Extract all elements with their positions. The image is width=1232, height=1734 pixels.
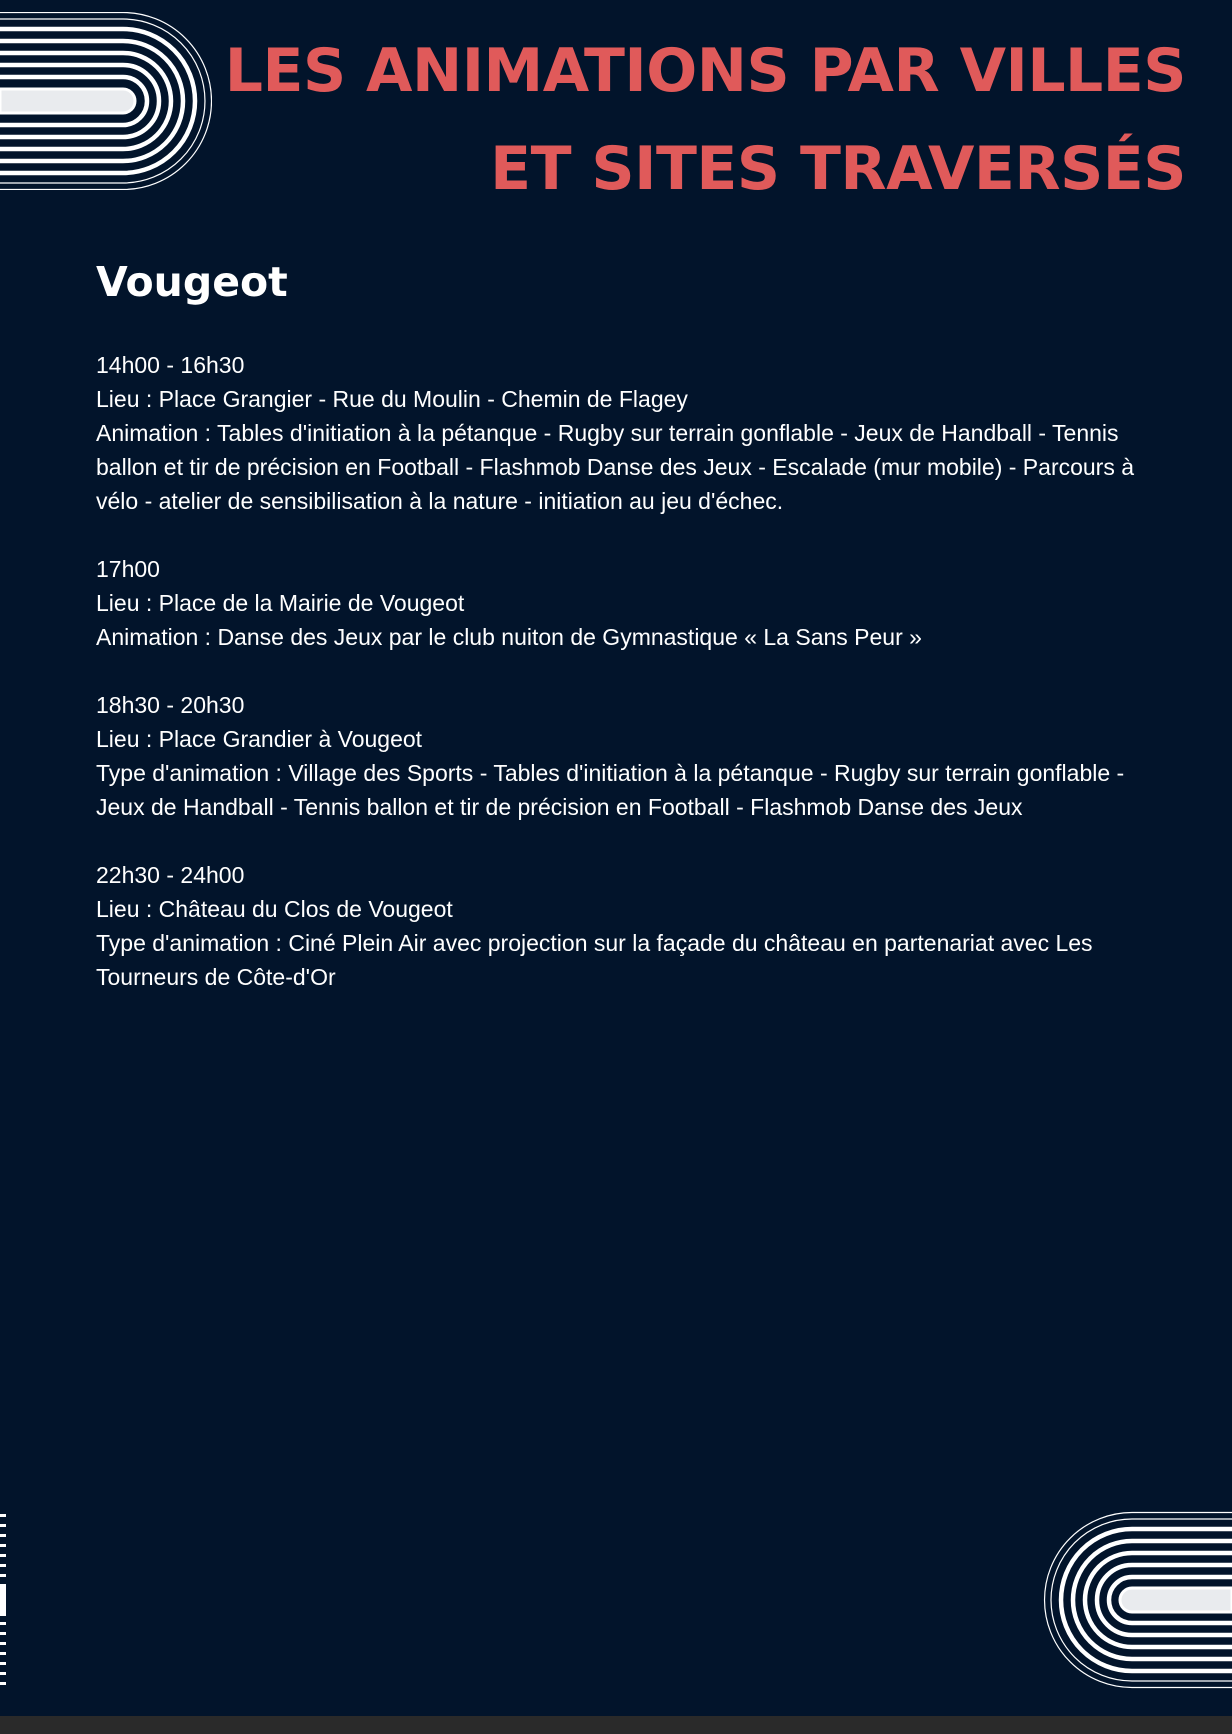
event-place: Lieu : Château du Clos de Vougeot — [96, 896, 453, 922]
event-animation: Type d'animation : Village des Sports - Tables d'initiation à la pétanque - Rugby sur terrain gonflable - Jeux de Handball - Tennis ballon et tir de précision en Football - Flashmob Danse des Jeux — [96, 760, 1125, 820]
page-title — [206, 22, 1186, 218]
track-lines-decoration-bottom-right — [1022, 1510, 1232, 1690]
event-place: Lieu : Place Grandier à Vougeot — [96, 726, 423, 752]
event-block — [96, 348, 1156, 518]
event-place: Lieu : Place Grangier - Rue du Moulin - Chemin de Flagey — [96, 386, 688, 412]
track-lines-decoration-bottom-left — [0, 1510, 8, 1690]
bottom-bar — [0, 1716, 1232, 1734]
page-title-line-1: LES ANIMATIONS PAR VILLES — [224, 36, 1186, 106]
event-place: Lieu : Place de la Mairie de Vougeot — [96, 590, 465, 616]
event-time: 14h00 - 16h30 — [96, 352, 245, 378]
event-animation: Animation : Tables d'initiation à la pétanque - Rugby sur terrain gonflable - Jeux de Handball - Tennis ballon et tir de précision en Football - Flashmob Danse des Jeux - Escalade (mur mobile) - Parcours à vélo - atelier de sensibilisation à la nature - initiation au jeu d'échec. — [96, 420, 1135, 514]
event-block — [96, 858, 1156, 994]
event-block — [96, 552, 1156, 654]
event-time: 17h00 — [96, 556, 160, 582]
track-lines-decoration-top-left — [0, 12, 212, 190]
event-time: 18h30 - 20h30 — [96, 692, 245, 718]
event-block — [96, 688, 1156, 824]
event-animation: Animation : Danse des Jeux par le club nuiton de Gymnastique « La Sans Peur » — [96, 624, 922, 650]
event-animation: Type d'animation : Ciné Plein Air avec projection sur la façade du château en partenariat avec Les Tourneurs de Côte-d'Or — [96, 930, 1093, 990]
main-content — [96, 252, 1156, 1028]
city-heading: Vougeot — [96, 258, 288, 306]
page-title-line-2: ET SITES TRAVERSÉS — [490, 134, 1186, 204]
event-time: 22h30 - 24h00 — [96, 862, 245, 888]
